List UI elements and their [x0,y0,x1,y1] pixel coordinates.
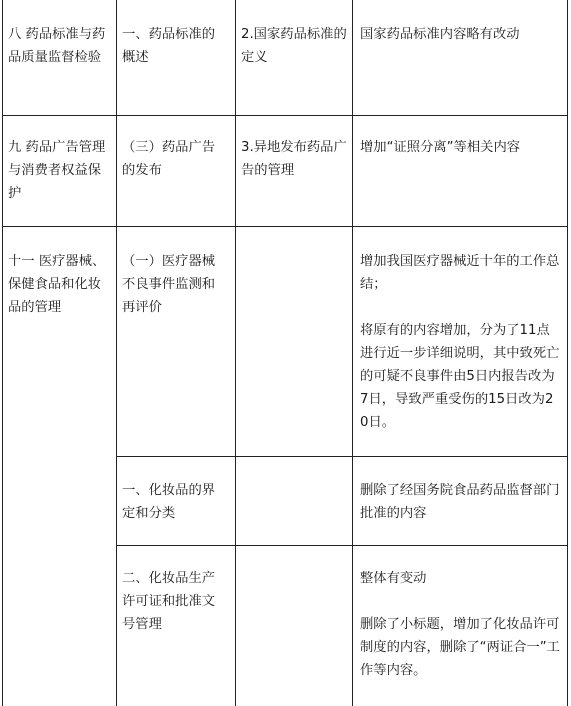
table-cell-section: 一、药品标准的概述 [122,27,216,65]
change-paragraph: 将原有的内容增加，分为了11点进行近一步详细说明，其中致死亡的可疑不良事件由5日内报告改为7日，导致严重受伤的15日改为20日。 [360,323,560,430]
table-cell-section: （一）医疗器械不良事件监测和再评价 [122,254,216,315]
table-cell-chapter: 九 药品广告管理与消费者权益保护 [8,140,106,201]
change-paragraph: 整体有变动 [360,571,427,586]
change-paragraph: 删除了小标题，增加了化妆品许可制度的内容，删除了“两证合一”工作等内容。 [360,617,560,678]
table-cell-changes [360,479,560,525]
change-paragraph: 删除了经国务院食品药品监督部门批准的内容 [360,483,560,521]
table-cell-item: 2.国家药品标准的定义 [241,27,347,65]
column-divider-2 [235,0,236,706]
row-divider-1 [2,115,568,116]
table-border-left [2,0,3,706]
table-cell-item: 3.异地发布药品广告的管理 [241,140,347,178]
table-cell-changes [360,250,560,434]
row-divider-2 [2,226,568,227]
column-divider-1 [116,0,117,706]
table-cell-section: 二、化妆品生产许可证和批准文号管理 [122,571,216,632]
table-cell-changes [360,567,560,682]
table-cell-section: （三）药品广告的发布 [122,140,216,178]
table-cell-section: 一、化妆品的界定和分类 [122,483,216,521]
table-cell-chapter: 十一 医疗器械、保健食品和化妆品的管理 [8,254,106,315]
change-paragraph: 国家药品标准内容略有改动 [360,27,520,42]
table-cell-changes [360,136,560,159]
table-cell-changes [360,23,560,46]
row-divider-3 [116,456,568,457]
change-paragraph: 增加“证照分离”等相关内容 [360,140,521,155]
row-divider-4 [116,545,568,546]
table-border-right [567,0,568,706]
column-divider-3 [352,0,353,706]
table-cell-chapter: 八 药品标准与药品质量监督检验 [8,27,106,65]
change-paragraph: 增加我国医疗器械近十年的工作总结； [360,254,560,292]
